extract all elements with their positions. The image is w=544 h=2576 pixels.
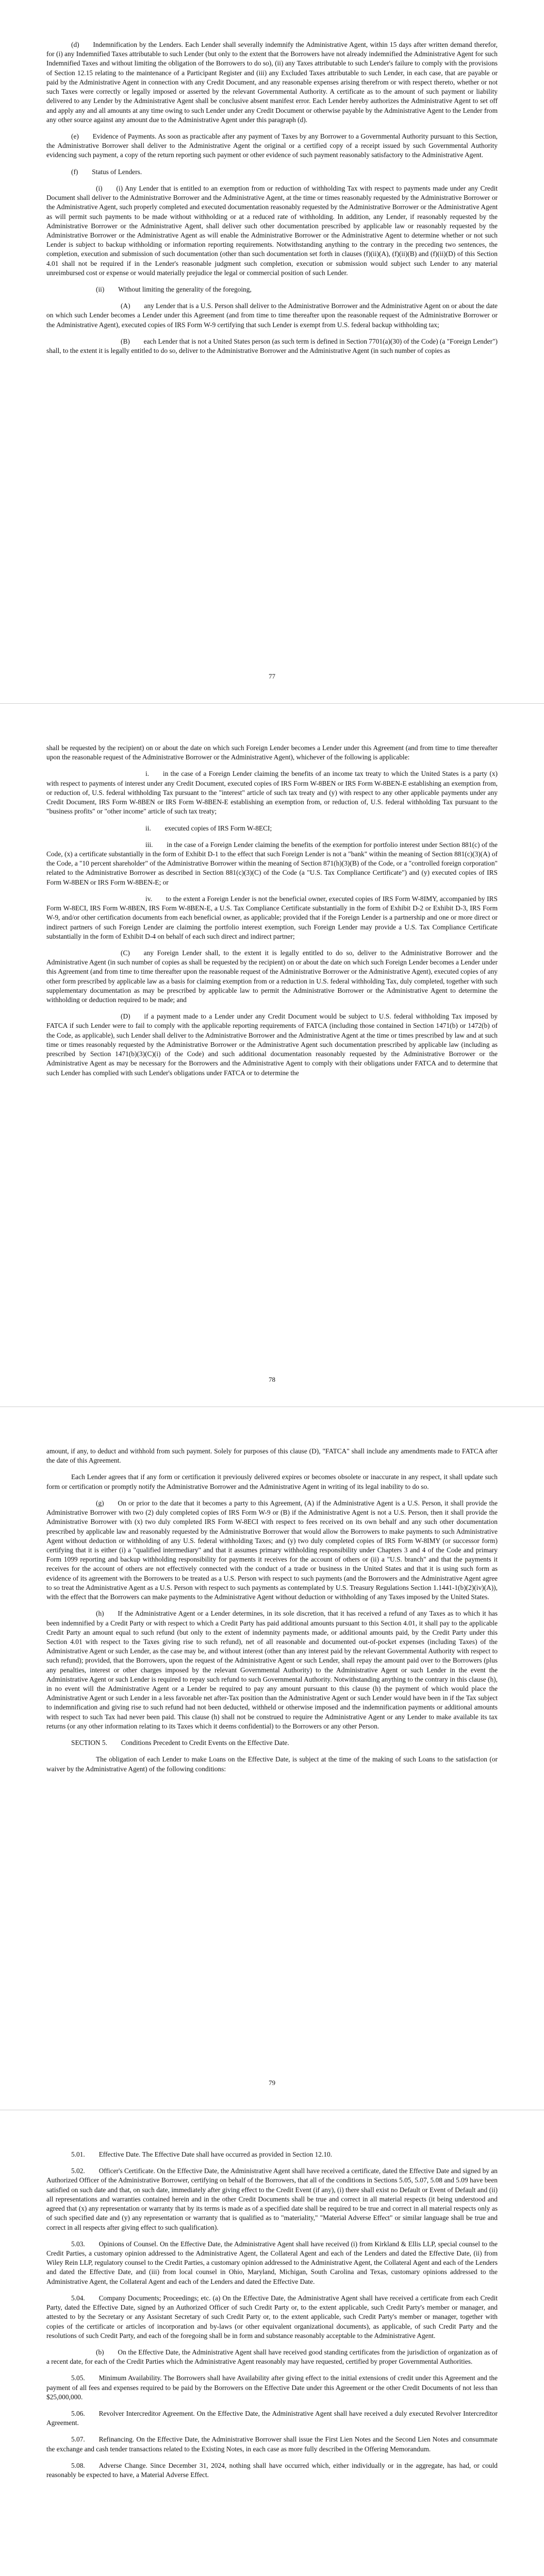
- page-number: 78: [269, 1376, 275, 1383]
- paragraph-5-06: 5.06. Revolver Intercreditor Agreement. On the Effective Date, the Administrative Agent shall have received a duly executed Revolver Intercreditor Agreement.: [46, 2410, 498, 2427]
- paragraph-item-i: i. in the case of a Foreign Lender claiming the benefits of an income tax treaty to which the United States is a party (x) with respect to payments of interest under any Credit Document, executed copies of IRS Form W-8BEN or IRS Form W-8BEN-E establishing an exemption from, or reduction of, U.S. federal withholding Tax pursuant to the "interest" article of such tax treaty and (y) with respect to any other applicable payments under any Credit Document, IRS Form W-8BEN or IRS Form W-8BEN-E establishing an exemption from, or reduction of, U.S. federal withholding Tax pursuant to the "business profits" or "other income" article of such tax treaty;: [46, 770, 498, 816]
- paragraph-continuation: shall be requested by the recipient) on or about the date on which such Foreign Lender becomes a Lender under this Agreement (and from time to time thereafter upon the reasonable request of the Administrative Borrower or the Administrative Agent), whichever of the following is applicable:: [46, 744, 498, 761]
- page-number: 79: [269, 2079, 275, 2087]
- paragraph-f-ii: (ii) Without limiting the generality of the foregoing,: [96, 285, 252, 294]
- document-page: [0, 0, 544, 703]
- page-number: 77: [269, 672, 275, 680]
- paragraph-5-02: 5.02. Officer's Certificate. On the Effective Date, the Administrative Agent shall have received a certificate, dated the Effective Date and signed by an Authorized Officer of the Administrative Borrower, certifying on behalf of the Borrowers, that all of the conditions in Sections 5.05, 5.07, 5.08 and 5.09 have been satisfied on such date and that, on such date, immediately after giving effect to the Credit Event (if any), (i) there shall exist no Default or Event of Default and (ii) all representations and warranties contained herein and in the other Credit Documents shall be true and correct in all material respects (it being understood and agreed that (x) any representation or warranty that by its terms is made as of a specified date shall be required to be true and correct in all material respects only as of such specified date and (y) any representation or warranty that is qualified as to "materiality," "Material Adverse Effect" or similar language shall be true and correct in all respects after giving effect to such qualification).: [46, 2167, 498, 2231]
- paragraph-indemnification-by-lenders: (d) Indemnification by the Lenders. Each Lender shall severally indemnify the Administrative Agent, within 15 days after written demand therefor, for (i) any Indemnified Taxes attributable to such Lender (but only to the extent that the Borrowers have not already indemnified the Administrative Agent for such Indemnified Taxes and without limiting the obligation of the Borrowers to do so), (ii) any Taxes attributable to such Lender's failure to comply with the provisions of Section 12.15 relating to the maintenance of a Participant Register and (iii) any Excluded Taxes attributable to such Lender, in each case, that are payable or paid by the Administrative Agent in connection with any Credit Document, and any reasonable expenses arising therefrom or with respect thereto, whether or not such Taxes were correctly or legally imposed or asserted by the relevant Governmental Authority. A certificate as to the amount of such payment or liability delivered to any Lender by the Administrative Agent shall be conclusive absent manifest error. Each Lender hereby authorizes the Administrative Agent to set off and apply any and all amounts at any time owing to such Lender under any Credit Document or otherwise payable by the Administrative Agent to the Lender from any other source against any amount due to the Administrative Agent under this paragraph (d).: [46, 41, 498, 124]
- paragraph-f-ii-b: (B) each Lender that is not a United States person (as such term is defined in Section 7701(a)(30) of the Code) (a "Foreign Lender") shall, to the extent it is legally entitled to do so, deliver to the Administrative Borrower and the Administrative Agent (in such number of copies as: [46, 337, 498, 355]
- paragraph-item-ii: ii. executed copies of IRS Form W-8ECI;: [145, 824, 272, 832]
- paragraph-5-04: 5.04. Company Documents; Proceedings; etc. (a) On the Effective Date, the Administrative Agent shall have received a certificate from each Credit Party, dated the Effective Date, signed by an Authorized Officer of such Credit Party or, to the extent applicable, such Credit Party's member or manager, and attested to by the Secretary or any Assistant Secretary of such Credit Party or, to the extent applicable, such Credit Party's member or manager, together with copies of the certificate or articles of incorporation and by-laws (or other equivalent organizational documents), as applicable, of such Credit Party and the resolutions of such Credit Party, and each of the foregoing shall be in form and substance reasonably acceptable to the Administrative Agent.: [46, 2294, 498, 2340]
- paragraph-h: (h) If the Administrative Agent or a Lender determines, in its sole discretion, that it has received a refund of any Taxes as to which it has been indemnified by a Credit Party or with respect to which a Credit Party has paid additional amounts pursuant to this Section 4.01, it shall pay to the applicable Credit Party an amount equal to such refund (but only to the extent of indemnity payments made, or additional amounts paid, by the Credit Party under this Section 4.01 with respect to the Taxes giving rise to such refund), net of all reasonable and documented out-of-pocket expenses (including Taxes) of the Administrative Agent or such Lender, as the case may be, and without interest (other than any interest paid by the relevant Governmental Authority with respect to such refund); provided, that the Borrowers, upon the request of the Administrative Agent or such Lender, shall repay the amount paid over to the Borrowers (plus any penalties, interest or other charges imposed by the relevant Governmental Authority) to the Administrative Agent or such Lender in the event the Administrative Agent or such Lender is required to repay such refund to such Governmental Authority. Notwithstanding anything to the contrary in this clause (h), in no event will the Administrative Agent or a Lender be required to pay any amount pursuant to this clause (h) the payment of which would place the Administrative Agent or such Lender in a less favorable net after-Tax position than the Administrative Agent or such Lender would have been in if the Tax subject to indemnification and giving rise to such refund had not been deducted, withheld or otherwise imposed and the indemnification payments or additional amounts with respect to such Tax had never been paid. This clause (h) shall not be construed to require the Administrative Agent or any Lender to make available its tax returns (or any other information relating to its Taxes which it deems confidential) to the Borrowers or any other Person.: [46, 1609, 498, 1730]
- document-page: [0, 1406, 544, 2110]
- section-5-heading: SECTION 5. Conditions Precedent to Credit Events on the Effective Date.: [71, 1739, 289, 1747]
- paragraph-form-update: Each Lender agrees that if any form or certification it previously delivered expires or becomes obsolete or inaccurate in any respect, it shall update such form or certification or promptly notify the Administrative Borrower and the Administrative Agent in writing of its legal inability to do so.: [46, 1473, 498, 1490]
- paragraph-g: (g) On or prior to the date that it becomes a party to this Agreement, (A) if the Administrative Agent is a U.S. Person, it shall provide the Administrative Borrower with two (2) duly completed copies of IRS Form W-9 or (B) if the Administrative Agent is not a U.S. Person, then it shall provide the Administrative Borrower with (x) two duly completed IRS Form W-8ECI with respect to fees received on its own behalf and any such other documentation prescribed by applicable law and reasonably requested by the Administrative Borrower that would allow the Borrowers to make payments to such Administrative Agent without deduction or withholding of any U.S. federal withholding Taxes; and (y) two duly completed copies of IRS Form W-8IMY (or successor form) certifying that it is either (i) a "qualified intermediary" and that it assumes primary withholding responsibility under Chapters 3 and 4 of the Code and primary Form 1099 reporting and backup withholding responsibility for payments it receives for the account of others or (ii) a "U.S. branch" and that the payments it receives for the account of others are not effectively connected with the conduct of a trade or business in the United States and that it is using such form as evidence of its agreement with the Borrowers to be treated as a U.S. Person with respect to such payments (and the Borrowers and the Administrative Agent agree to so treat the Administrative Agent as a U.S. Person with respect to such payments as contemplated by U.S. Treasury Regulations Section 1.1441-1(b)(2)(iv)(A)), with the effect that the Borrowers can make payments to the Administrative Agent without deduction or withholding of any Taxes imposed by the United States.: [46, 1499, 498, 1601]
- paragraph-f-ii-d: (D) if a payment made to a Lender under any Credit Document would be subject to U.S. federal withholding Tax imposed by FATCA if such Lender were to fail to comply with the applicable reporting requirements of FATCA (including those contained in Section 1471(b) or 1472(b) of the Code, as applicable), such Lender shall deliver to the Administrative Borrower and the Administrative Agent at the time or times prescribed by law and at such time or times reasonably requested by the Administrative Borrower or the Administrative Agent such documentation prescribed by applicable law (including as prescribed by Section 1471(b)(3)(C)(i) of the Code) and such additional documentation reasonably requested by the Administrative Borrower or the Administrative Agent as may be necessary for the Borrowers and the Administrative Agent to comply with their obligations under FATCA and to determine that such Lender has complied with such Lender's obligations under FATCA or to determine the: [46, 1012, 498, 1077]
- paragraph-evidence-of-payments: (e) Evidence of Payments. As soon as practicable after any payment of Taxes by any Borrower to a Governmental Authority pursuant to this Section, the Administrative Borrower shall deliver to the Administrative Agent the original or a certified copy of a receipt issued by such Governmental Authority evidencing such payment, a copy of the return reporting such payment or other evidence of such payment reasonably satisfactory to the Administrative Agent.: [46, 132, 498, 159]
- paragraph-status-of-lenders-heading: (f) Status of Lenders.: [71, 167, 142, 176]
- paragraph-continuation: amount, if any, to deduct and withhold from such payment. Solely for purposes of this clause (D), "FATCA" shall include any amendments made to FATCA after the date of this Agreement.: [46, 1447, 498, 1465]
- paragraph-5-07: 5.07. Refinancing. On the Effective Date, the Administrative Borrower shall issue the First Lien Notes and the Second Lien Notes and consummate the exchange and cash tender transactions related to the Existing Notes, in each case as more fully described in the Offering Memorandum.: [46, 2435, 498, 2453]
- paragraph-5-08: 5.08. Adverse Change. Since December 31, 2024, nothing shall have occurred which, either individually or in the aggregate, has had, or could reasonably be expected to have, a Material Adverse Effect.: [46, 2461, 498, 2479]
- paragraph-item-iii: iii. in the case of a Foreign Lender claiming the benefits of the exemption for portfolio interest under Section 881(c) of the Code, (x) a certificate substantially in the form of Exhibit D-1 to the effect that such Foreign Lender is not a "bank" within the meaning of Section 881(c)(3)(A) of the Code, a "10 percent shareholder" of the Administrative Borrower within the meaning of Section 871(h)(3)(B) of the Code, or a "controlled foreign corporation" related to the Administrative Borrower as described in Section 881(c)(3)(C) of the Code (a "U.S. Tax Compliance Certificate") and (y) executed copies of IRS Form W-8BEN or IRS Form W-8BEN-E; or: [46, 840, 498, 886]
- paragraph-5-03: 5.03. Opinions of Counsel. On the Effective Date, the Administrative Agent shall have received (i) from Kirkland & Ellis LLP, special counsel to the Credit Parties, a customary opinion addressed to the Administrative Agent, the Collateral Agent and each of the Lenders and dated the Effective Date, (ii) from Wiley Rein LLP, regulatory counsel to the Credit Parties, a customary opinion addressed to the Administrative Agent, the Collateral Agent and each of the Lenders and dated the Effective Date, and (iii) from local counsel in Ohio, Maryland, Michigan, South Carolina and Texas, customary opinions addressed to the Administrative Agent, the Collateral Agent and each of the Lenders and dated the Effective Date.: [46, 2240, 498, 2285]
- paragraph-5-01: 5.01. Effective Date. The Effective Date shall have occurred as provided in Section 12.10.: [71, 2150, 333, 2158]
- paragraph-f-i: (i) (i) Any Lender that is entitled to an exemption from or reduction of withholding Tax with respect to payments made under any Credit Document shall deliver to the Administrative Borrower and the Administrative Agent, at the time or times reasonably requested by the Administrative Borrower or the Administrative Agent, such properly completed and executed documentation reasonably requested by the Administrative Borrower or the Administrative Agent as will permit such payments to be made without withholding or at a reduced rate of withholding. In addition, any Lender, if reasonably requested by the Administrative Borrower or the Administrative Agent, shall deliver such other documentation prescribed by applicable law or reasonably requested by the Administrative Borrower or the Administrative Agent as will enable the Administrative Borrower or the Administrative Agent to determine whether or not such Lender is subject to backup withholding or information reporting requirements. Notwithstanding anything to the contrary in the preceding two sentences, the completion, execution and submission of such documentation (other than such documentation set forth in clauses (f)(ii)(A), (f)(ii)(B) and (f)(ii)(D) of this Section 4.01 shall not be required if in the Lender's reasonable judgment such completion, execution or submission would subject such Lender to any material unreimbursed cost or expense or would materially prejudice the legal or commercial position of such Lender.: [46, 184, 498, 277]
- paragraph-f-ii-c: (C) any Foreign Lender shall, to the extent it is legally entitled to do so, deliver to the Administrative Borrower and the Administrative Agent (in such number of copies as shall be requested by the recipient) on or about the date on which such Foreign Lender becomes a Lender under this Agreement (and from time to time thereafter upon the reasonable request of the Administrative Borrower or the Administrative Agent), executed copies of any other form prescribed by applicable law as a basis for claiming exemption from or a reduction in U.S. federal withholding Tax, duly completed, together with such supplementary documentation as may be prescribed by applicable law to permit the Administrative Borrower or the Administrative Agent to determine the withholding or deduction required to be made; and: [46, 948, 498, 1004]
- paragraph-item-iv: iv. to the extent a Foreign Lender is not the beneficial owner, executed copies of IRS Form W-8IMY, accompanied by IRS Form W-8ECI, IRS Form W-8BEN, IRS Form W-8BEN-E, a U.S. Tax Compliance Certificate substantially in the form of Exhibit D-2 or Exhibit D-3, IRS Form W-9, and/or other certification documents from each beneficial owner, as applicable; provided that if the Foreign Lender is a partnership and one or more direct or indirect partners of such Foreign Lender are claiming the portfolio interest exemption, such Foreign Lender may provide a U.S. Tax Compliance Certificate substantially in the form of Exhibit D-4 on behalf of each such direct and indirect partner;: [46, 894, 498, 940]
- paragraph-f-ii-a: (A) any Lender that is a U.S. Person shall deliver to the Administrative Borrower and the Administrative Agent on or about the date on which such Lender becomes a Lender under this Agreement (and from time to time thereafter upon the reasonable request of the Administrative Borrower or the Administrative Agent), executed copies of IRS Form W-9 certifying that such Lender is exempt from U.S. federal backup withholding tax;: [46, 302, 498, 329]
- document-page: [0, 703, 544, 1406]
- paragraph-5-05: 5.05. Minimum Availability. The Borrowers shall have Availability after giving effect to the initial extensions of credit under this Agreement and the payment of all fees and expenses required to be paid by the Borrowers on the Effective Date under this Agreement or the other Credit Documents of not less than $25,000,000.: [46, 2374, 498, 2401]
- paragraph-5-04-b: (b) On the Effective Date, the Administrative Agent shall have received good standing certificates from the jurisdiction of organization as of a recent date, for each of the Credit Parties which the Administrative Agent reasonably may have requested, certified by proper Governmental Authorities.: [46, 2348, 498, 2366]
- document-page: [0, 2110, 544, 2576]
- paragraph-section-5-intro: The obligation of each Lender to make Loans on the Effective Date, is subject at the time of the making of such Loans to the satisfaction (or waiver by the Administrative Agent) of the following conditions:: [46, 1755, 498, 1773]
